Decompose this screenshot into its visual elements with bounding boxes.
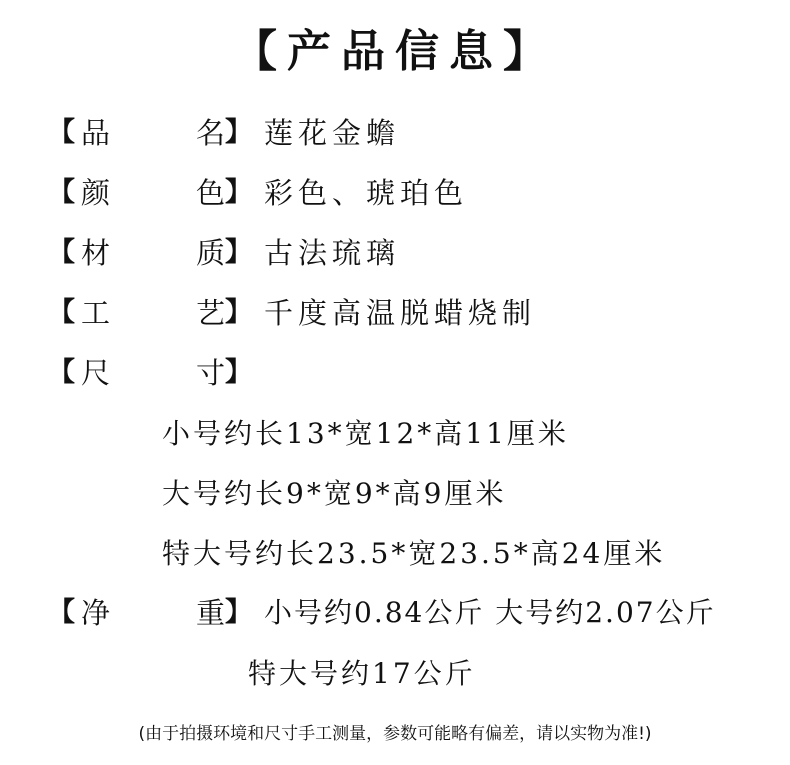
- spec-row-size: [48, 353, 264, 393]
- spec-value-color: 彩色、琥珀色: [264, 176, 469, 210]
- disclaimer-note: (由于拍摄环境和尺寸手工测量，参数可能略有偏差，请以实物为准!): [138, 724, 652, 744]
- spec-label-char-1: 材: [81, 236, 111, 270]
- bracket-open: 【: [48, 597, 75, 628]
- spec-label-char-2: 质: [195, 236, 225, 270]
- spec-label-char-1: 尺: [81, 356, 111, 390]
- spec-label-char-2: 名: [195, 116, 225, 150]
- spec-label-char-1: 净: [81, 596, 111, 630]
- spec-label-char-1: 工: [81, 296, 111, 330]
- spec-value-material: 古法琉璃: [264, 236, 401, 270]
- spec-row-color: [48, 173, 468, 213]
- page-title: 【产品信息】: [233, 26, 557, 77]
- spec-label-char-2: 寸: [195, 356, 225, 390]
- bracket-close: 】: [225, 237, 252, 268]
- bracket-open: 【: [48, 297, 75, 328]
- bracket-open: 【: [48, 177, 75, 208]
- weight-extra-large: 特大号约17公斤: [248, 657, 476, 690]
- bracket-open: 【: [48, 117, 75, 148]
- spec-row-name: [48, 113, 400, 153]
- spec-label-char-1: 品: [81, 116, 111, 150]
- spec-row-craft: [48, 293, 536, 333]
- size-large: 大号约长9*宽9*高9厘米: [162, 477, 507, 510]
- spec-label-char-2: 艺: [195, 296, 225, 330]
- size-extra-large: 特大号约长23.5*宽23.5*高24厘米: [162, 537, 666, 570]
- bracket-open: 【: [48, 237, 75, 268]
- spec-row-material: [48, 233, 400, 273]
- size-small: 小号约长13*宽12*高11厘米: [162, 417, 569, 450]
- bracket-close: 】: [225, 177, 252, 208]
- spec-label-char-2: 重: [195, 596, 225, 630]
- spec-value-craft: 千度高温脱蜡烧制: [264, 296, 537, 330]
- bracket-close: 】: [225, 297, 252, 328]
- spec-value-name: 莲花金蟾: [264, 116, 401, 150]
- spec-row-weight: [48, 593, 716, 633]
- bracket-close: 】: [225, 597, 252, 628]
- bracket-open: 【: [48, 357, 75, 388]
- spec-label-char-1: 颜: [81, 176, 111, 210]
- spec-label-char-2: 色: [195, 176, 225, 210]
- bracket-close: 】: [225, 117, 252, 148]
- spec-value-weight: 小号约0.84公斤 大号约2.07公斤: [264, 596, 716, 629]
- bracket-close: 】: [225, 357, 252, 388]
